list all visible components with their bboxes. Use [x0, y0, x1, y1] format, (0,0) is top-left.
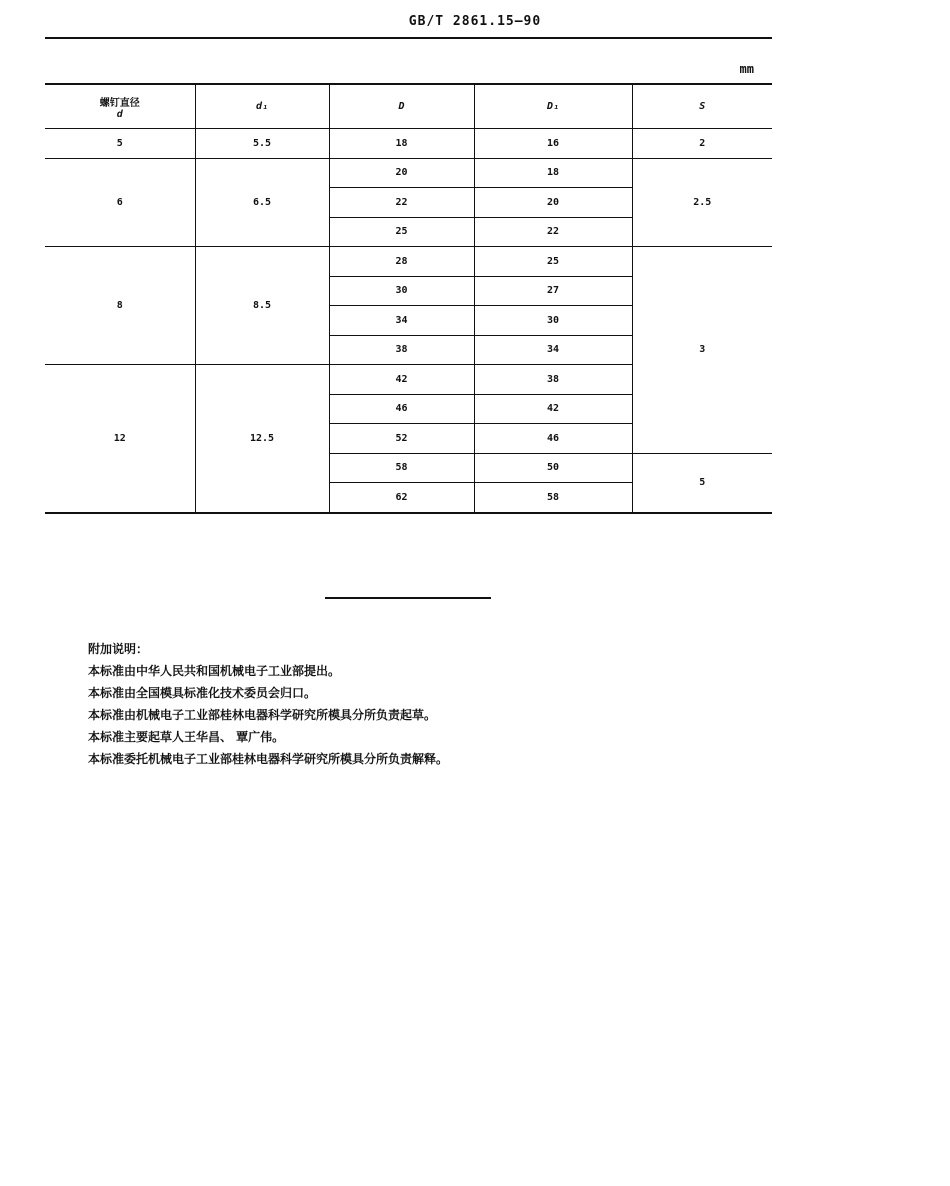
cell-d: 5 — [45, 129, 195, 159]
cell-D1: 25 — [474, 247, 632, 277]
cell-d: 12 — [45, 365, 195, 513]
cell-D1: 58 — [474, 483, 632, 513]
header-screw-diameter-label: 螺钉直径 — [99, 97, 140, 109]
cell-S: 3 — [632, 247, 772, 454]
cell-D: 58 — [329, 453, 474, 483]
cell-D1: 46 — [474, 424, 632, 454]
cell-D: 25 — [329, 217, 474, 247]
note-line: 本标准由全国模具标准化技术委员会归口。 — [88, 686, 317, 700]
table-row — [45, 247, 772, 277]
cell-D1: 30 — [474, 306, 632, 336]
cell-D1: 42 — [474, 394, 632, 424]
cell-D1: 50 — [474, 453, 632, 483]
cell-D1: 20 — [474, 188, 632, 218]
header-d1: d₁ — [195, 84, 329, 129]
cell-D: 34 — [329, 306, 474, 336]
cell-D: 30 — [329, 276, 474, 306]
note-line: 本标准委托机械电子工业部桂林电器科学研究所模具分所负责解释。 — [88, 752, 449, 766]
cell-D1: 22 — [474, 217, 632, 247]
cell-d1: 6.5 — [195, 158, 329, 247]
dimension-table — [45, 83, 772, 514]
standard-number: GB/T 2861.15—90 — [408, 14, 542, 29]
end-rule — [325, 597, 491, 599]
cell-D: 20 — [329, 158, 474, 188]
note-line: 本标准由中华人民共和国机械电子工业部提出。 — [88, 664, 341, 678]
header-D: D — [329, 84, 474, 129]
cell-d: 8 — [45, 247, 195, 365]
note-line: 本标准主要起草人王华昌、 覃广伟。 — [88, 730, 285, 744]
cell-D: 42 — [329, 365, 474, 395]
cell-D: 62 — [329, 483, 474, 513]
cell-S: 2 — [632, 129, 772, 159]
table-row — [45, 129, 772, 159]
unit-label: mm — [739, 62, 754, 76]
header-screw-diameter — [45, 84, 195, 129]
cell-D1: 18 — [474, 158, 632, 188]
cell-D1: 38 — [474, 365, 632, 395]
header-S: S — [632, 84, 772, 129]
cell-S: 2.5 — [632, 158, 772, 247]
header-rule — [45, 37, 772, 39]
cell-D: 46 — [329, 394, 474, 424]
cell-d: 6 — [45, 158, 195, 247]
cell-D: 28 — [329, 247, 474, 277]
cell-D: 38 — [329, 335, 474, 365]
header-d-symbol: d — [116, 108, 123, 120]
cell-d1: 12.5 — [195, 365, 329, 513]
cell-D1: 34 — [474, 335, 632, 365]
note-line: 本标准由机械电子工业部桂林电器科学研究所模具分所负责起草。 — [88, 708, 437, 722]
cell-d1: 5.5 — [195, 129, 329, 159]
cell-S: 5 — [632, 453, 772, 513]
notes-heading: 附加说明： — [88, 642, 149, 656]
cell-d1: 8.5 — [195, 247, 329, 365]
table-header-row — [45, 84, 772, 129]
header-D1: D₁ — [474, 84, 632, 129]
cell-D1: 16 — [474, 129, 632, 159]
table-row — [45, 158, 772, 188]
cell-D1: 27 — [474, 276, 632, 306]
cell-D: 52 — [329, 424, 474, 454]
cell-D: 22 — [329, 188, 474, 218]
cell-D: 18 — [329, 129, 474, 159]
additional-notes — [88, 638, 448, 770]
